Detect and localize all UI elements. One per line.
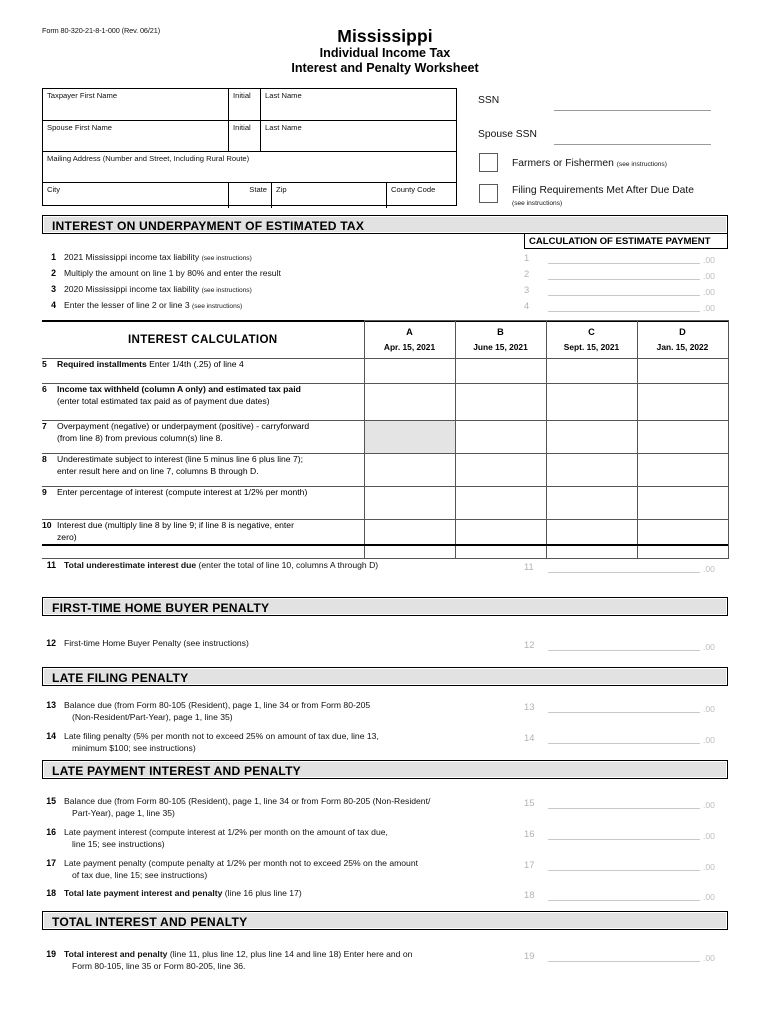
table-row	[42, 359, 728, 384]
filing-requirements-note: (see instructions)	[512, 200, 563, 207]
row-9-cell-a[interactable]	[364, 487, 455, 520]
line-13-number: 13	[46, 700, 56, 710]
column-date-c: Sept. 15, 2021	[563, 341, 620, 352]
county-code-field[interactable]: County Code	[391, 185, 436, 194]
line-15-line1: Balance due (from Form 80-105 (Resident), page 1, line 34 or from Form 80-205 (Non-Resident/	[64, 796, 431, 806]
line-15-amount-input[interactable]	[548, 808, 700, 809]
line-13-money-number: 13	[524, 701, 535, 712]
line-14-money-number: 14	[524, 732, 535, 743]
table-header-row	[42, 321, 728, 359]
mailing-address-row	[43, 151, 456, 182]
line-19-amount-input[interactable]	[548, 961, 700, 962]
line-13-line1: Balance due (from Form 80-105 (Resident), page 1, line 34 or from Form 80-205	[64, 700, 371, 710]
row-6-cell-a[interactable]	[364, 384, 455, 421]
row-7-cell-b[interactable]	[455, 421, 546, 454]
line-13-cents: .00	[703, 704, 715, 714]
line-13-label	[64, 700, 484, 723]
row-7-text	[57, 421, 352, 444]
line-13-amount-input[interactable]	[548, 712, 700, 713]
line-2-money-number: 2	[524, 268, 530, 279]
line-13-line2: (Non-Resident/Part-Year), page 1, line 35)	[72, 711, 233, 722]
line-17-amount-input[interactable]	[548, 870, 700, 871]
row-9-cell-c[interactable]	[546, 487, 637, 520]
table-row	[42, 421, 728, 454]
line-2-text: Multiply the amount on line 1 by 80% and enter the result	[64, 268, 281, 278]
line-4-note: (see instructions)	[192, 303, 243, 310]
row-5-text	[57, 359, 352, 371]
table-bottom-rule	[42, 544, 728, 546]
line-1-amount-input[interactable]	[548, 263, 700, 264]
row-5-cell-d[interactable]	[637, 359, 728, 384]
ssn-label: SSN	[478, 95, 500, 106]
line-3-note: (see instructions)	[201, 287, 252, 294]
section-header-late-payment	[42, 760, 728, 779]
line-19-cents: .00	[703, 953, 715, 963]
line-16-number: 16	[46, 827, 56, 837]
line-12-money-number: 12	[524, 639, 535, 650]
line-3-money-number: 3	[524, 284, 530, 295]
line-1-cents: .00	[703, 255, 715, 265]
row-5-cell-a[interactable]	[364, 359, 455, 384]
row-10-cell-d[interactable]	[637, 520, 728, 559]
line-11-bold: Total underestimate interest due	[64, 560, 199, 570]
line-15-label	[64, 796, 504, 819]
line-15-cents: .00	[703, 800, 715, 810]
section-header-text: LATE PAYMENT INTEREST AND PENALTY	[52, 764, 301, 778]
line-17-money-number: 17	[524, 859, 535, 870]
column-letter-d: D	[679, 326, 686, 337]
line-16-amount-input[interactable]	[548, 839, 700, 840]
line-16-money-number: 16	[524, 828, 535, 839]
column-header-c	[546, 321, 637, 359]
row-7-cell-a-shaded	[364, 421, 455, 454]
line-18-money-number: 18	[524, 889, 535, 900]
line-2-amount-input[interactable]	[548, 279, 700, 280]
line-4-label	[64, 300, 242, 313]
line-17-cents: .00	[703, 862, 715, 872]
line-14-line1: Late filing penalty (5% per month not to exceed 25% on amount of tax due, line 13,	[64, 731, 379, 741]
line-19-number: 19	[46, 949, 56, 959]
line-18-rest: (line 16 plus line 17)	[224, 888, 302, 898]
city-field[interactable]: City	[47, 185, 61, 194]
table-row	[42, 384, 728, 421]
line-12-amount-input[interactable]	[548, 650, 700, 651]
line-1-note: (see instructions)	[201, 255, 252, 262]
row-5-rest: Enter 1/4th (.25) of line 4	[146, 359, 244, 369]
row-8-cell-b[interactable]	[455, 454, 546, 487]
line-1-number: 1	[51, 252, 56, 262]
line-2-number: 2	[51, 268, 56, 278]
taxpayer-name-row	[43, 89, 456, 120]
line-19-label	[64, 949, 504, 972]
row-8-cell-c[interactable]	[546, 454, 637, 487]
line-3-text: 2020 Mississippi income tax liability	[64, 284, 202, 294]
line-11-rest: (enter the total of line 10, columns A through D)	[198, 560, 379, 570]
form-title-block	[0, 27, 770, 76]
row-5-number: 5	[42, 359, 47, 369]
taxpayer-info-box	[42, 88, 457, 206]
line-19-money-number: 19	[524, 950, 535, 961]
spouse-name-row	[43, 120, 456, 151]
line-18-label	[64, 888, 302, 900]
line-14-amount-input[interactable]	[548, 743, 700, 744]
line-14-cents: .00	[703, 735, 715, 745]
line-12-cents: .00	[703, 642, 715, 652]
row-8-cell-d[interactable]	[637, 454, 728, 487]
line-14-label	[64, 731, 484, 754]
line-4-amount-input[interactable]	[548, 311, 700, 312]
row-6-cell-c[interactable]	[546, 384, 637, 421]
farmers-label-note: (see instructions)	[616, 161, 667, 168]
line-14-number: 14	[46, 731, 56, 741]
spouse-ssn-label: Spouse SSN	[478, 129, 537, 140]
taxpayer-first-name-field[interactable]: Taxpayer First Name	[47, 91, 118, 100]
row-6-line2: (enter total estimated tax paid as of payment due dates)	[57, 395, 270, 406]
column-header-a	[364, 321, 455, 359]
line-1-money-number: 1	[524, 252, 530, 263]
row-5-cell-b[interactable]	[455, 359, 546, 384]
farmers-or-fishermen-label	[512, 158, 667, 169]
section-header-late-filing	[42, 667, 728, 686]
title-worksheet: Interest and Penalty Worksheet	[291, 61, 479, 75]
table-row	[42, 487, 728, 520]
line-19-line1: (line 11, plus line 12, plus line 14 and line 18) Enter here and on	[169, 949, 413, 959]
line-19-line2: Form 80-105, line 35 or Form 80-205, line 36.	[72, 960, 246, 971]
row-8-label	[42, 454, 364, 487]
row-8-line1: Underestimate subject to interest (line 5 minus line 6 plus line 7);	[57, 454, 303, 464]
line-11-money-number: 11	[524, 561, 534, 572]
line-1-text: 2021 Mississippi income tax liability	[64, 252, 202, 262]
row-6-label	[42, 384, 364, 421]
row-7-cell-d[interactable]	[637, 421, 728, 454]
line-11-label	[64, 560, 378, 572]
row-7-number: 7	[42, 421, 47, 431]
row-7-cell-c[interactable]	[546, 421, 637, 454]
line-4-text: Enter the lesser of line 2 or line 3	[64, 300, 193, 310]
column-letter-b: B	[497, 326, 504, 337]
section-header-first-time-home-buyer	[42, 597, 728, 616]
calculation-of-estimate-payment-label: CALCULATION OF ESTIMATE PAYMENT	[529, 236, 711, 247]
table-row	[42, 520, 728, 559]
row-5-cell-c[interactable]	[546, 359, 637, 384]
row-10-label	[42, 520, 364, 559]
row-5-bold: Required installments	[57, 359, 147, 369]
line-19-bold: Total interest and penalty	[64, 949, 170, 959]
row-9-label	[42, 487, 364, 520]
calculation-of-estimate-payment-box	[524, 233, 728, 249]
line-3-number: 3	[51, 284, 56, 294]
section-header-text: TOTAL INTEREST AND PENALTY	[52, 915, 248, 929]
filing-requirements-label: Filing Requirements Met After Due Date	[512, 185, 694, 196]
row-9-number: 9	[42, 487, 47, 497]
filing-requirements-checkbox[interactable]	[479, 184, 498, 203]
line-16-line2: line 15; see instructions)	[72, 838, 165, 849]
line-18-number: 18	[46, 888, 56, 898]
line-18-amount-input[interactable]	[548, 900, 700, 901]
mailing-address-field[interactable]: Mailing Address (Number and Street, Including Rural Route)	[47, 154, 250, 163]
line-18-bold: Total late payment interest and penalty	[64, 888, 225, 898]
row-10-line1: Interest due (multiply line 8 by line 9; if line 8 is negative, enter	[57, 520, 294, 530]
spouse-first-name-field[interactable]: Spouse First Name	[47, 123, 112, 132]
line-16-line1: Late payment interest (compute interest at 1/2% per month on the amount of tax due,	[64, 827, 388, 837]
line-15-number: 15	[46, 796, 56, 806]
row-6-bold: Income tax withheld (column A only) and estimated tax paid	[57, 384, 301, 394]
row-10-line2: zero)	[57, 531, 77, 542]
line-2-cents: .00	[703, 271, 715, 281]
interest-calculation-table	[42, 320, 729, 559]
column-date-a: Apr. 15, 2021	[383, 341, 436, 352]
line-4-number: 4	[51, 300, 56, 310]
row-8-line2: enter result here and on line 7, columns B through D.	[57, 465, 259, 476]
row-8-text	[57, 454, 352, 477]
interest-calculation-title: INTEREST CALCULATION	[42, 321, 364, 359]
line-17-number: 17	[46, 858, 56, 868]
line-12-number: 12	[46, 638, 56, 648]
row-9-text: Enter percentage of interest (compute interest at 1/2% per month)	[57, 487, 308, 497]
line-16-cents: .00	[703, 831, 715, 841]
section-header-text: LATE FILING PENALTY	[52, 671, 189, 685]
line-17-label	[64, 858, 514, 881]
spouse-ssn-input[interactable]	[554, 144, 711, 145]
line-17-line2: of tax due, line 15; see instructions)	[72, 869, 208, 880]
city-state-zip-row	[43, 182, 456, 207]
row-10-text	[57, 520, 352, 543]
taxpayer-initial-field[interactable]: Initial	[233, 91, 251, 100]
row-10-cell-b[interactable]	[455, 520, 546, 559]
row-10-number: 10	[42, 520, 52, 530]
row-6-cell-b[interactable]	[455, 384, 546, 421]
column-letter-a: A	[406, 326, 413, 337]
column-header-d	[637, 321, 728, 359]
row-6-text	[57, 384, 352, 407]
farmers-or-fishermen-checkbox[interactable]	[479, 153, 498, 172]
line-3-label	[64, 284, 252, 297]
line-4-money-number: 4	[524, 300, 530, 311]
line-11-amount-input[interactable]	[548, 572, 700, 573]
row-10-cell-a[interactable]	[364, 520, 455, 559]
farmers-label-text: Farmers or Fishermen	[512, 158, 614, 169]
column-date-b: June 15, 2021	[473, 341, 528, 352]
form-number: Form 80-320-21-8-1-000 (Rev. 06/21)	[42, 26, 161, 35]
ssn-input[interactable]	[554, 110, 711, 111]
column-letter-c: C	[588, 326, 595, 337]
section-header-text: FIRST-TIME HOME BUYER PENALTY	[52, 601, 270, 615]
state-field[interactable]: State	[249, 185, 267, 194]
line-11-cents: .00	[703, 564, 715, 574]
row-7-label	[42, 421, 364, 454]
title-subject: Individual Income Tax	[319, 46, 451, 60]
line-18-cents: .00	[703, 892, 715, 902]
line-14-line2: minimum $100; see instructions)	[72, 742, 196, 753]
line-1-label	[64, 252, 252, 265]
line-16-label	[64, 827, 504, 850]
row-7-line1: Overpayment (negative) or underpayment (positive) - carryforward	[57, 421, 310, 431]
row-10-cell-c[interactable]	[546, 520, 637, 559]
spouse-initial-field[interactable]: Initial	[233, 123, 251, 132]
line-15-money-number: 15	[524, 797, 535, 808]
column-header-b	[455, 321, 546, 359]
column-date-d: Jan. 15, 2022	[656, 341, 709, 352]
title-state: Mississippi	[337, 26, 433, 46]
line-3-cents: .00	[703, 287, 715, 297]
line-15-line2: Part-Year), page 1, line 35)	[72, 807, 175, 818]
section-header-interest-underpayment	[42, 215, 728, 234]
section-header-text: INTEREST ON UNDERPAYMENT OF ESTIMATED TAX	[52, 219, 365, 233]
row-5-label	[42, 359, 364, 384]
taxpayer-last-name-field[interactable]: Last Name	[265, 91, 302, 100]
row-6-cell-d[interactable]	[637, 384, 728, 421]
line-2-label	[64, 268, 281, 280]
line-3-amount-input[interactable]	[548, 295, 700, 296]
row-6-number: 6	[42, 384, 47, 394]
zip-field[interactable]: Zip	[276, 185, 287, 194]
line-11-number: 11	[46, 560, 56, 570]
row-8-cell-a[interactable]	[364, 454, 455, 487]
row-8-number: 8	[42, 454, 47, 464]
line-4-cents: .00	[703, 303, 715, 313]
line-17-line1: Late payment penalty (compute penalty at 1/2% per month not to exceed 25% on the amount	[64, 858, 419, 868]
row-9-cell-b[interactable]	[455, 487, 546, 520]
spouse-last-name-field[interactable]: Last Name	[265, 123, 302, 132]
section-header-total	[42, 911, 728, 930]
line-12-label: First-time Home Buyer Penalty (see instructions)	[64, 638, 249, 648]
row-7-line2: (from line 8) from previous column(s) line 8.	[57, 432, 223, 443]
row-9-cell-d[interactable]	[637, 487, 728, 520]
table-row	[42, 454, 728, 487]
